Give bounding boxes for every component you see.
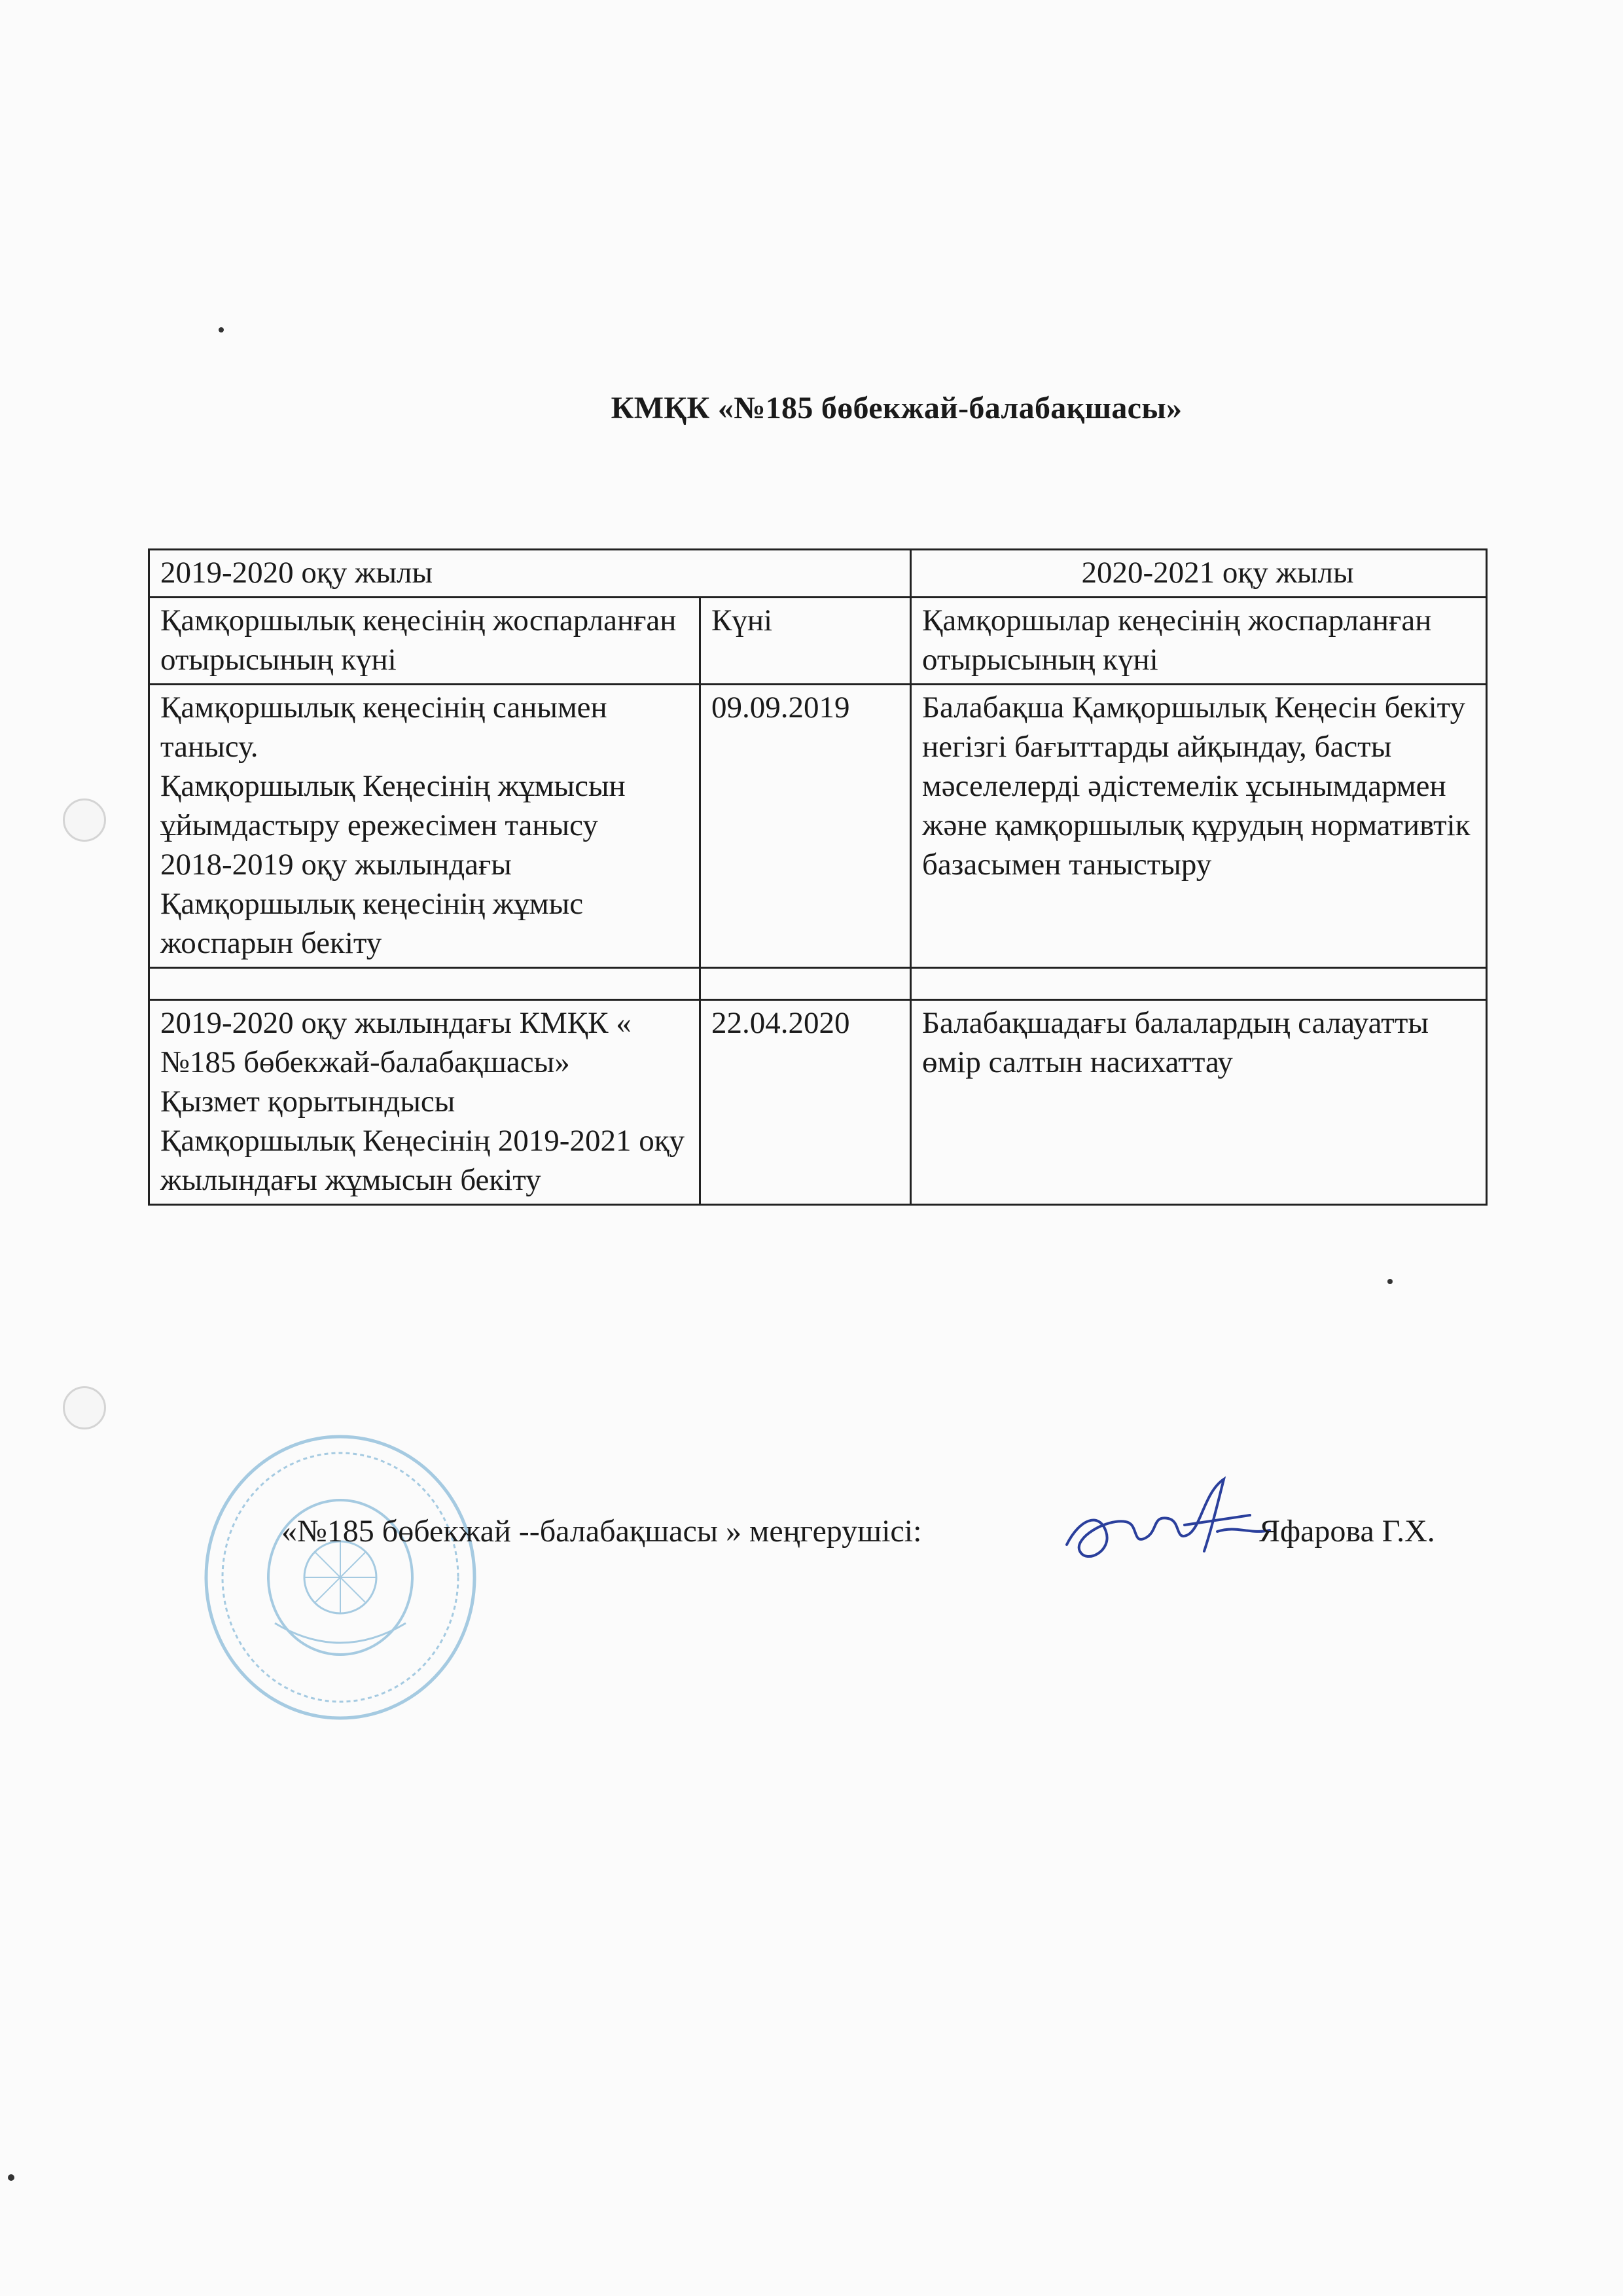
column-header: Қамқоршылық кеңесінің жоспарланған отырысының күні — [149, 598, 700, 685]
topic-cell: 2019-2020 оқу жылындағы КМҚК « №185 бөбекжай-балабақшасы» Қызмет қорытындысы Қамқоршылық Кеңесінің 2019-2021 оқу жылындағы жұмысын бекіту — [149, 1000, 700, 1205]
plan-cell: Балабақшадағы балалардың салауатты өмір салтын насихаттау — [911, 1000, 1487, 1205]
table-row-headers — [149, 598, 1487, 685]
document-title: КМҚК «№185 бөбекжай-балабақшасы» — [611, 391, 1183, 425]
punch-hole — [63, 1386, 106, 1429]
year-left-cell: 2019-2020 оқу жылы — [149, 550, 911, 598]
table-row-years — [149, 550, 1487, 598]
date-cell: 09.09.2019 — [700, 685, 911, 968]
column-header: Қамқоршылар кеңесінің жоспарланған отырысының күні — [911, 598, 1487, 685]
column-header: Күні — [700, 598, 911, 685]
date-cell: 22.04.2020 — [700, 1000, 911, 1205]
topic-cell: Қамқоршылық кеңесінің санымен танысу. Қамқоршылық Кеңесінің жұмысын ұйымдастыру ережесімен танысу 2018-2019 оқу жылындағы Қамқоршылық кеңесінің жұмыс жоспарын бекіту — [149, 685, 700, 968]
table-row — [149, 685, 1487, 968]
table-row-empty — [149, 968, 1487, 1000]
official-seal — [196, 1427, 484, 1728]
signature-line: «№185 бөбекжай --балабақшасы » меңгерушісі: — [281, 1514, 922, 1549]
table-row — [149, 1000, 1487, 1205]
signer-name: Яфарова Г.Х. — [1259, 1514, 1435, 1549]
scan-speck — [219, 327, 224, 332]
scan-speck — [1387, 1279, 1393, 1284]
punch-hole — [63, 798, 106, 842]
plan-cell: Балабақша Қамқоршылық Кеңесін бекіту негізгі бағыттарды айқындау, басты мәселелерді әдістемелік ұсынымдармен және қамқоршылық құрудың нормативтік базасымен таныстыру — [911, 685, 1487, 968]
year-right-cell: 2020-2021 оқу жылы — [911, 550, 1487, 598]
board-meeting-plan-table — [148, 548, 1488, 1206]
scan-speck — [8, 2174, 14, 2181]
